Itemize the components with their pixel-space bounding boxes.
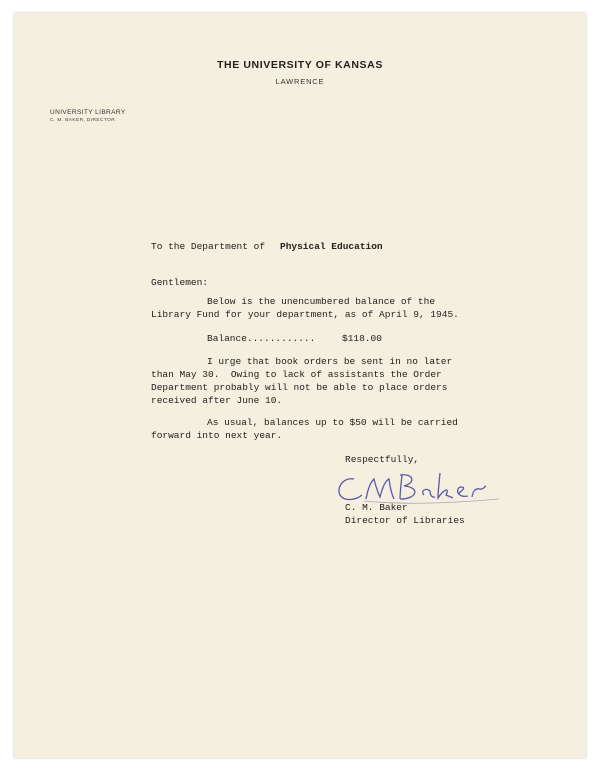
signer-title: Director of Libraries [345,515,465,526]
paragraph-1-line-2: Library Fund for your department, as of April 9, 1945. [151,309,459,320]
paragraph-3-line-1: As usual, balances up to $50 will be carried [207,417,458,428]
closing: Respectfully, [345,454,420,465]
paragraph-2-line-4: received after June 10. [151,395,283,406]
balance-value: $118.00 [342,333,382,344]
paragraph-2-line-2: than May 30. Owing to lack of assistants the Order [151,369,442,380]
signer-name: C. M. Baker [345,502,408,513]
balance-label: Balance............ [207,333,316,344]
paragraph-1-line-1: Below is the unencumbered balance of the [207,296,436,307]
paragraph-2-line-3: Department probably will not be able to place orders [151,382,448,393]
department-name: UNIVERSITY LIBRARY [50,109,126,116]
letterhead-subtitle: LAWRENCE [275,77,325,86]
salutation: Gentlemen: [151,277,209,288]
addressee-department: Physical Education [280,241,383,252]
paragraph-2-line-1: I urge that book orders be sent in no later [207,356,453,367]
addressee-prefix: To the Department of [151,241,266,252]
department-director: C. M. BAKER, DIRECTOR [50,118,116,123]
letter-page [14,13,586,758]
letterhead-title: THE UNIVERSITY OF KANSAS [217,59,383,71]
paragraph-3-line-2: forward into next year. [151,430,283,441]
